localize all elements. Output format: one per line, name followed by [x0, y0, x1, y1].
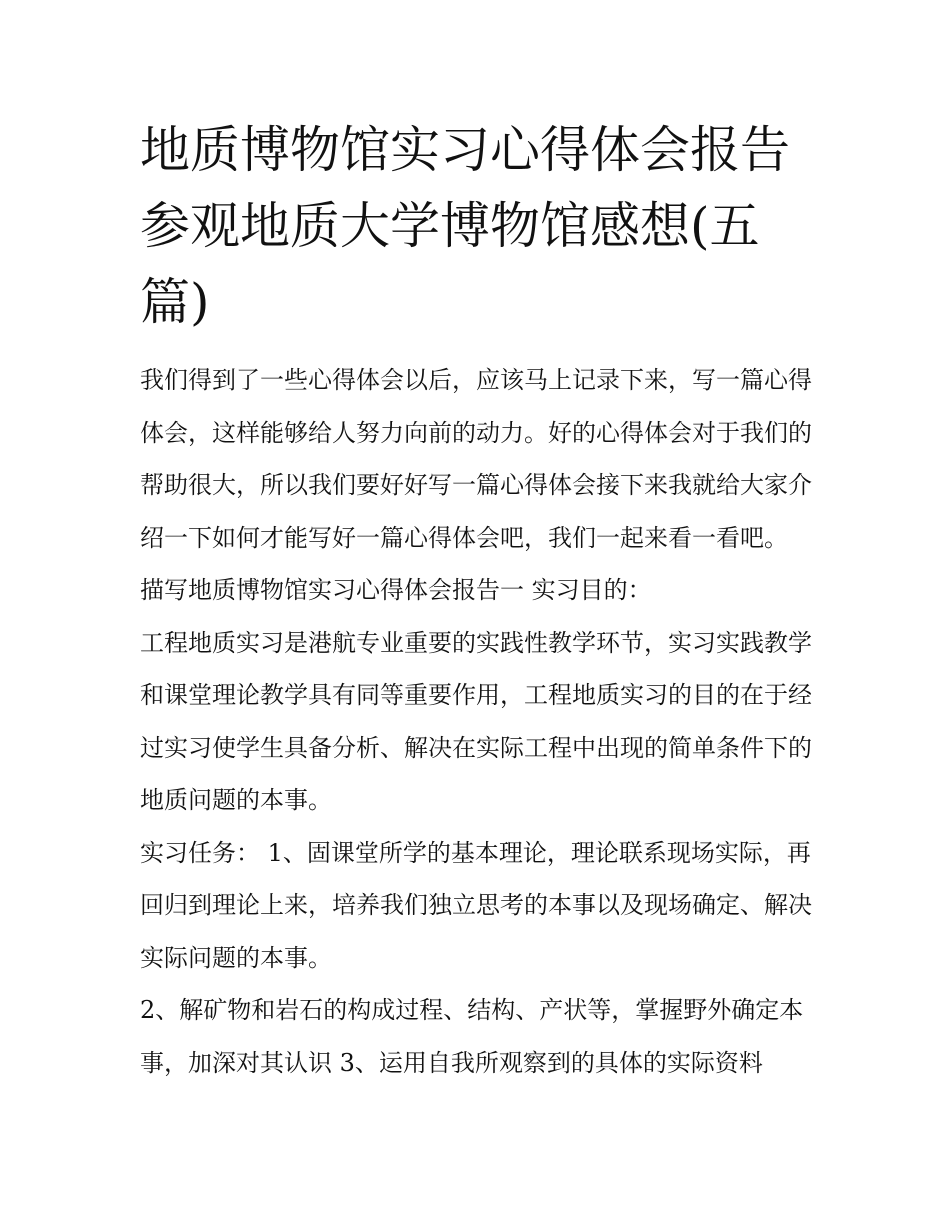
- paragraph-intro: 我们得到了一些心得体会以后，应该马上记录下来，写一篇心得体会，这样能够给人努力向前的动力。好的心得体会对于我们的帮助很大，所以我们要好好写一篇心得体会接下来我就给大家介绍一下如何才能写好一篇心得体会吧，我们一起来看一看吧。: [140, 366, 812, 552]
- document-title: 地质博物馆实习心得体会报告参观地质大学博物馆感想(五篇): [140, 121, 790, 331]
- paragraph-tasks: 实习任务： 1、固课堂所学的基本理论，理论联系现场实际，再回归到理论上来，培养我们独立思考的本事以及现场确定、解决实际问题的本事。: [140, 838, 812, 972]
- paragraph-task-2: 2、解矿物和岩石的构成过程、结构、产状等，掌握野外确定本事，加深对其认识 3、运用自我所观察到的具体的实际资料: [140, 996, 804, 1077]
- document-content: [140, 112, 820, 1089]
- paragraph-purpose: 工程地质实习是港航专业重要的实践性教学环节，实习实践教学和课堂理论教学具有同等重要作用，工程地质实习的目的在于经过实习使学生具备分析、解决在实际工程中出现的简单条件下的地质问题的本事。: [140, 628, 812, 814]
- document-body: [140, 354, 820, 1089]
- paragraph-section-heading: 描写地质博物馆实习心得体会报告一 实习目的：: [140, 576, 652, 604]
